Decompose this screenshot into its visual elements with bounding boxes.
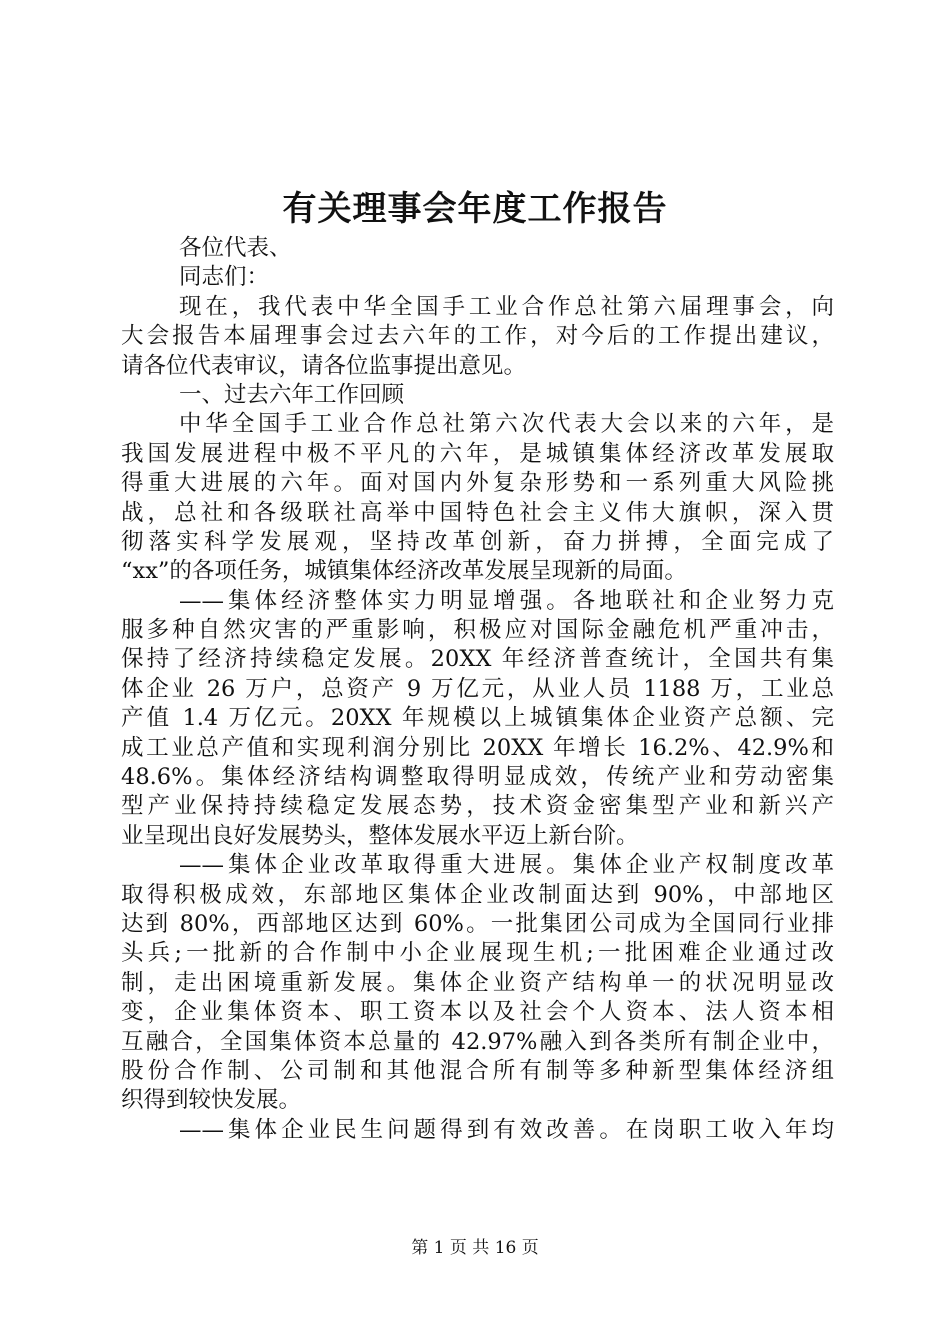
text-line: 头兵;一批新的合作制中小企业展现生机;一批困难企业通过改	[121, 940, 834, 967]
body-text	[121, 234, 834, 1145]
text-line: 股份合作制、公司制和其他混合所有制等多种新型集体经济组	[121, 1057, 834, 1084]
text-line: 同志们：	[179, 264, 270, 291]
text-line: 变，企业集体资本、职工资本以及社会个人资本、法人资本相	[121, 999, 834, 1026]
text-line: 得重大进展的六年。面对国内外复杂形势和一系列重大风险挑	[121, 470, 834, 497]
text-line: 业呈现出良好发展势头，整体发展水平迈上新台阶。	[121, 822, 639, 849]
text-line: 彻落实科学发展观，坚持改革创新，奋力拼搏，全面完成了	[121, 528, 834, 555]
text-line: 服多种自然灾害的严重影响，积极应对国际金融危机严重冲击，	[121, 617, 834, 644]
text-line: 制，走出困境重新发展。集体企业资产结构单一的状况明显改	[121, 969, 834, 996]
text-line: 各位代表、	[179, 235, 292, 261]
text-line: ——集体企业改革取得重大进展。集体企业产权制度改革	[179, 852, 834, 879]
text-line: 达到 80%，西部地区达到 60%。一批集团公司成为全国同行业排	[121, 910, 834, 937]
text-line: 中华全国手工业合作总社第六次代表大会以来的六年，是	[179, 411, 834, 438]
text-line: 战，总社和各级联社高举中国特色社会主义伟大旗帜，深入贯	[121, 499, 834, 526]
text-line: 现在，我代表中华全国手工业合作总社第六届理事会，向	[179, 293, 834, 320]
text-line: “xx”的各项任务，城镇集体经济改革发展呈现新的局面。	[121, 558, 687, 585]
text-line: 型产业保持持续稳定发展态势，技术资金密集型产业和新兴产	[121, 793, 834, 820]
text-line: 产值 1.4 万亿元。20XX 年规模以上城镇集体企业资产总额、完	[121, 705, 834, 732]
text-line: 取得积极成效，东部地区集体企业改制面达到 90%，中部地区	[121, 881, 834, 908]
text-line: 48.6%。集体经济结构调整取得明显成效，传统产业和劳动密集	[121, 764, 834, 791]
text-line: 成工业总产值和实现利润分别比 20XX 年增长 16.2%、42.9%和	[121, 734, 834, 761]
text-line: 一、过去六年工作回顾	[179, 381, 405, 408]
text-line: 体企业 26 万户，总资产 9 万亿元，从业人员 1188 万，工业总	[121, 675, 834, 702]
text-line: 保持了经济持续稳定发展。20XX 年经济普查统计，全国共有集	[121, 646, 834, 673]
page-title: 有关理事会年度工作报告	[282, 189, 668, 229]
text-line: 我国发展进程中极不平凡的六年，是城镇集体经济改革发展取	[121, 440, 834, 467]
page-footer: 第 1 页 共 16 页	[411, 1238, 539, 1258]
text-line: ——集体经济整体实力明显增强。各地联社和企业努力克	[179, 587, 834, 614]
text-line: ——集体企业民生问题得到有效改善。在岗职工收入年均	[179, 1116, 834, 1143]
text-line: 请各位代表审议，请各位监事提出意见。	[121, 352, 527, 379]
text-line: 织得到较快发展。	[121, 1087, 302, 1114]
text-line: 大会报告本届理事会过去六年的工作，对今后的工作提出建议，	[121, 323, 834, 350]
text-line: 互融合，全国集体资本总量的 42.97%融入到各类所有制企业中，	[121, 1028, 834, 1055]
